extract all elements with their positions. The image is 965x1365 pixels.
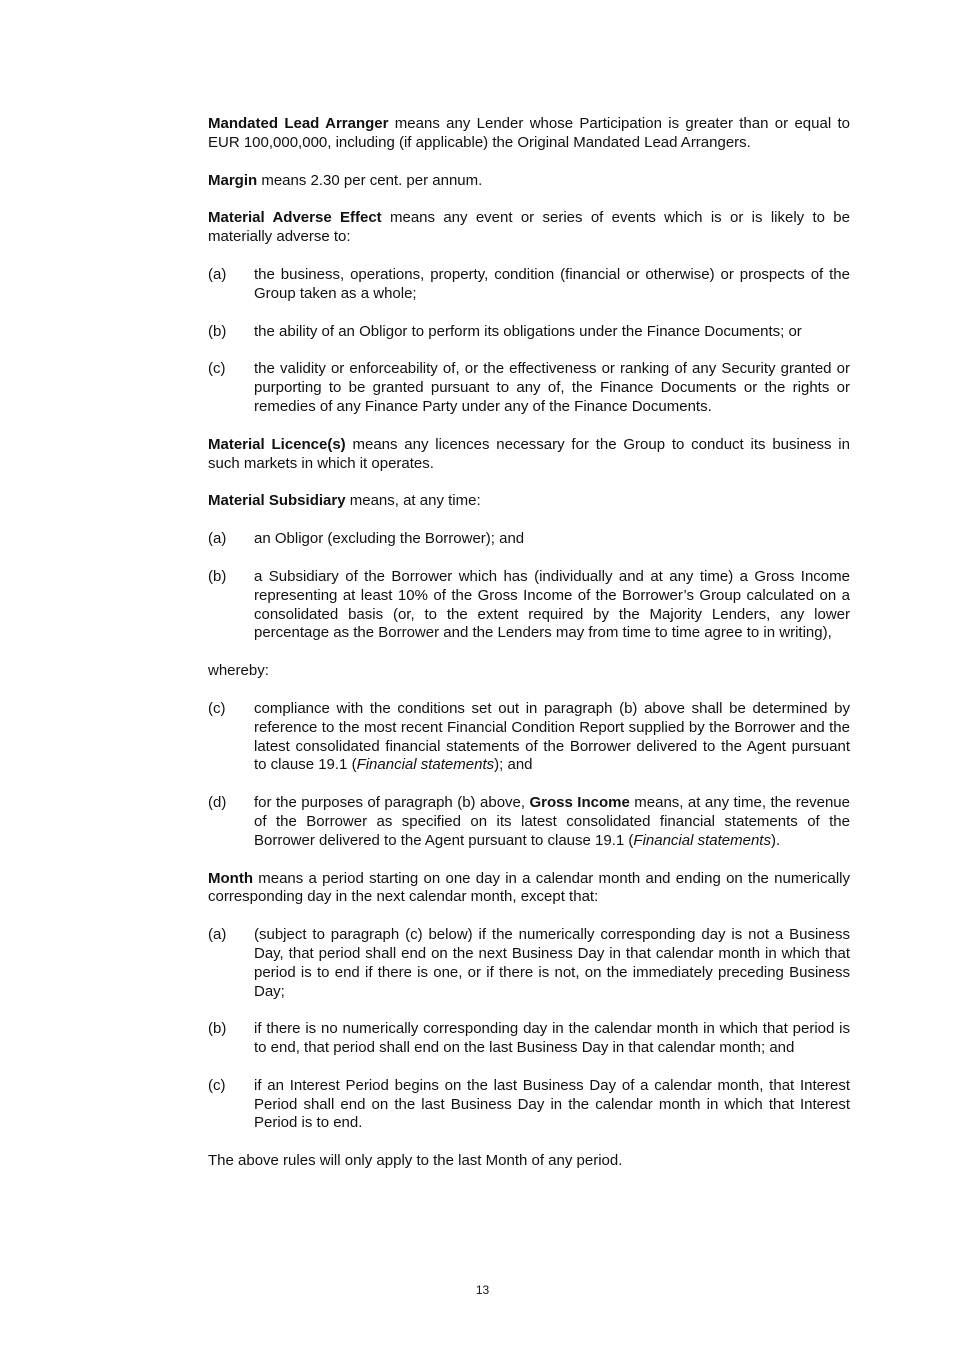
list-item-number: (d) <box>208 794 227 812</box>
list-item <box>208 323 850 342</box>
defined-term: Material Licence(s) <box>208 435 346 453</box>
defined-term: Gross Income <box>529 794 630 812</box>
clause-text: compliance with the conditions set out in paragraph (b) above shall be determined by reference to the most recent Financial Condition Report supplied by the Borrower and the latest consolidated financial statements of the Borrower delivered to the Agent pursuant to clause 19.1 ( <box>254 699 850 774</box>
clause-text: means, at any time, the revenue of the Borrower as specified on its latest consolidated financial statements of the Borrower delivered to the Agent pursuant to clause 19.1 ( <box>254 794 850 849</box>
clause-text-end: ). <box>770 831 781 849</box>
list-item-text: if there is no numerically corresponding day in the calendar month in which that period is to end, that period shall end on the last Business Day in that calendar month; and <box>254 1020 850 1057</box>
list-item-text <box>254 700 850 775</box>
definition-margin <box>208 172 850 191</box>
definition-mandated-lead-arranger <box>208 115 850 153</box>
list-item <box>208 794 850 850</box>
list-item-text: an Obligor (excluding the Borrower); and <box>254 530 525 548</box>
page-number: 13 <box>475 1283 490 1297</box>
list-item <box>208 266 850 304</box>
definition-text: means any licences necessary for the Group to conduct its business in such markets in which it operates. <box>208 435 850 472</box>
list-item <box>208 530 850 549</box>
defined-term: Margin <box>208 171 258 189</box>
definition-text: means any Lender whose Participation is greater than or equal to EUR 100,000,000, including (if applicable) the Original Mandated Lead Arrangers. <box>208 115 850 151</box>
list-item-number: (c) <box>208 699 226 717</box>
definition-text: means 2.30 per cent. per annum. <box>257 171 483 189</box>
list-item-number: (a) <box>208 530 227 548</box>
closing-text: The above rules will only apply to the last Month of any period. <box>208 1152 623 1170</box>
list-item-number: (c) <box>208 360 226 378</box>
document-body <box>208 115 850 1190</box>
definition-text: means any event or series of events which is or is likely to be materially adverse to: <box>208 209 850 246</box>
defined-term: Material Subsidiary <box>208 492 346 510</box>
definition-material-subsidiary <box>208 492 850 511</box>
list-item-text <box>254 794 850 850</box>
list-item-text: the validity or enforceability of, or the effectiveness or ranking of any Security granted or purporting to be granted pursuant to any of, the Finance Documents or the rights or remedies of any Finance Party under any of the Finance Documents. <box>254 360 850 415</box>
list-item <box>208 568 850 643</box>
list-item-number: (a) <box>208 926 227 944</box>
list-item-text: a Subsidiary of the Borrower which has (individually and at any time) a Gross Income representing at least 10% of the Gross Income of the Borrower’s Group calculated on a consolidated basis (or, to the extent required by the Majority Lenders, any lower percentage as the Borrower and the Lenders may from time to time agree to in writing), <box>254 567 850 642</box>
definition-material-adverse-effect <box>208 209 850 247</box>
defined-term: Month <box>208 869 253 887</box>
list-item <box>208 1020 850 1058</box>
whereby-text: whereby: <box>208 662 269 680</box>
list-item-text: the ability of an Obligor to perform its obligations under the Finance Documents; or <box>254 322 802 340</box>
definition-text: means, at any time: <box>345 492 481 510</box>
list-item-number: (b) <box>208 322 227 340</box>
list-item <box>208 360 850 416</box>
list-item-text: the business, operations, property, condition (financial or otherwise) or prospects of the Group taken as a whole; <box>254 265 850 302</box>
clause-reference: Financial statements <box>356 756 495 774</box>
definition-material-licences <box>208 436 850 474</box>
clause-text-end: ); and <box>494 756 533 774</box>
defined-term: Mandated Lead Arranger <box>208 115 389 132</box>
list-item-number: (b) <box>208 567 227 585</box>
defined-term: Material Adverse Effect <box>208 209 382 227</box>
definition-text: means a period starting on one day in a calendar month and ending on the numerically corresponding day in the next calendar month, except that: <box>208 869 850 906</box>
list-item-text: (subject to paragraph (c) below) if the numerically corresponding day is not a Business Day, that period shall end on the next Business Day in that calendar month in which that period is to end if there is one, or if there is not, on the immediately preceding Business Day; <box>254 926 850 1000</box>
list-item <box>208 926 850 1001</box>
list-item-number: (a) <box>208 265 227 283</box>
clause-text-pre: for the purposes of paragraph (b) above, <box>254 794 530 812</box>
list-item-number: (b) <box>208 1020 227 1038</box>
definition-month <box>208 870 850 908</box>
list-item-number: (c) <box>208 1076 226 1094</box>
list-item <box>208 1077 850 1133</box>
list-item <box>208 700 850 775</box>
clause-reference: Financial statements <box>633 831 771 849</box>
list-item-text: if an Interest Period begins on the last Business Day of a calendar month, that Interest Period shall end on the last Business Day in the calendar month in which that Interest Period is to end. <box>254 1076 850 1132</box>
